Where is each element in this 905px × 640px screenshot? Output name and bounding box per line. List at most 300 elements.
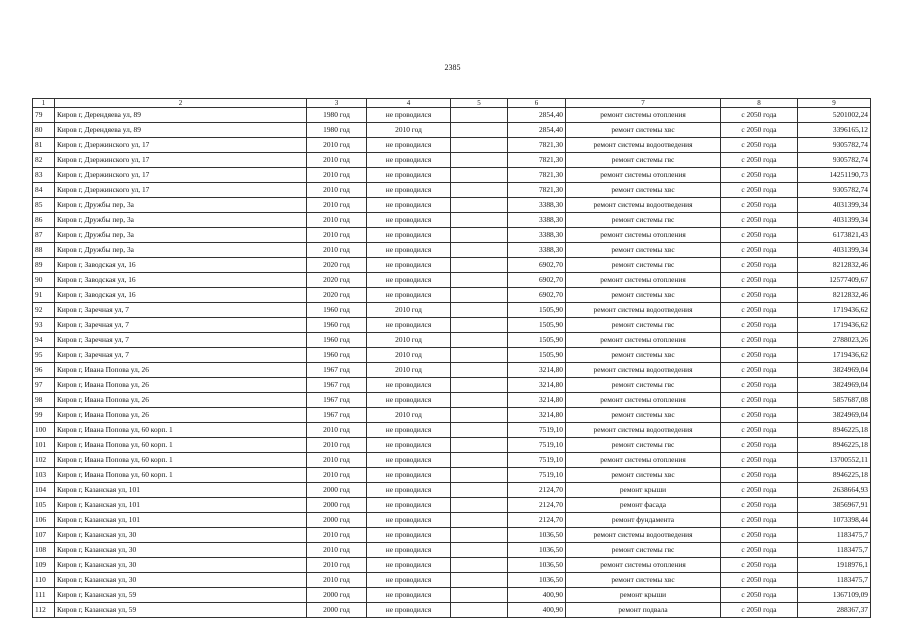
address-cell: Киров г, Дзержинского ул, 17 bbox=[55, 168, 307, 183]
commissioning-year-cell: 2010 год bbox=[307, 543, 367, 558]
area-cell: 1036,50 bbox=[508, 558, 566, 573]
row-number-cell: 105 bbox=[33, 498, 55, 513]
cost-cell: 4031399,34 bbox=[798, 198, 871, 213]
planned-period-cell: с 2050 года bbox=[721, 588, 798, 603]
table-row bbox=[33, 243, 871, 258]
last-repair-year-cell: не проводился bbox=[367, 228, 451, 243]
area-cell: 3214,80 bbox=[508, 378, 566, 393]
address-cell: Киров г, Казанская ул, 101 bbox=[55, 483, 307, 498]
last-repair-year-cell: не проводился bbox=[367, 378, 451, 393]
row-number-cell: 93 bbox=[33, 318, 55, 333]
area-cell: 2854,40 bbox=[508, 123, 566, 138]
work-type-cell: ремонт крыши bbox=[566, 588, 721, 603]
planned-period-cell: с 2050 года bbox=[721, 258, 798, 273]
row-number-cell: 96 bbox=[33, 363, 55, 378]
commissioning-year-cell: 2010 год bbox=[307, 243, 367, 258]
table-row bbox=[33, 108, 871, 123]
planned-period-cell: с 2050 года bbox=[721, 543, 798, 558]
table-row bbox=[33, 318, 871, 333]
last-repair-year-cell: не проводился bbox=[367, 168, 451, 183]
table-body bbox=[33, 99, 871, 618]
work-type-cell: ремонт системы отопления bbox=[566, 168, 721, 183]
planned-period-cell: с 2050 года bbox=[721, 183, 798, 198]
table-row bbox=[33, 348, 871, 363]
commissioning-year-cell: 1960 год bbox=[307, 318, 367, 333]
work-type-cell: ремонт системы хвс bbox=[566, 408, 721, 423]
planned-period-cell: с 2050 года bbox=[721, 468, 798, 483]
cost-cell: 1183475,7 bbox=[798, 573, 871, 588]
table-row bbox=[33, 258, 871, 273]
row-number-cell: 91 bbox=[33, 288, 55, 303]
cost-cell: 2638664,93 bbox=[798, 483, 871, 498]
work-type-cell: ремонт системы хвс bbox=[566, 243, 721, 258]
last-repair-year-cell: 2010 год bbox=[367, 408, 451, 423]
address-cell: Киров г, Казанская ул, 101 bbox=[55, 513, 307, 528]
work-type-cell: ремонт системы гвс bbox=[566, 318, 721, 333]
address-cell: Киров г, Заречная ул, 7 bbox=[55, 318, 307, 333]
table-row bbox=[33, 363, 871, 378]
work-type-cell: ремонт фасада bbox=[566, 498, 721, 513]
work-type-cell: ремонт системы гвс bbox=[566, 378, 721, 393]
commissioning-year-cell: 2010 год bbox=[307, 213, 367, 228]
planned-period-cell: с 2050 года bbox=[721, 498, 798, 513]
address-cell: Киров г, Дерендяева ул, 89 bbox=[55, 108, 307, 123]
empty-cell bbox=[451, 573, 508, 588]
cost-cell: 2788023,26 bbox=[798, 333, 871, 348]
commissioning-year-cell: 1967 год bbox=[307, 408, 367, 423]
cost-cell: 8946225,18 bbox=[798, 438, 871, 453]
row-number-cell: 108 bbox=[33, 543, 55, 558]
commissioning-year-cell: 2010 год bbox=[307, 468, 367, 483]
empty-cell bbox=[451, 288, 508, 303]
commissioning-year-cell: 2010 год bbox=[307, 138, 367, 153]
row-number-cell: 100 bbox=[33, 423, 55, 438]
empty-cell bbox=[451, 198, 508, 213]
work-type-cell: ремонт системы хвс bbox=[566, 183, 721, 198]
cost-cell: 288367,37 bbox=[798, 603, 871, 618]
row-number-cell: 106 bbox=[33, 513, 55, 528]
table-row bbox=[33, 528, 871, 543]
planned-period-cell: с 2050 года bbox=[721, 288, 798, 303]
row-number-cell: 90 bbox=[33, 273, 55, 288]
row-number-cell: 98 bbox=[33, 393, 55, 408]
empty-cell bbox=[451, 423, 508, 438]
row-number-cell: 83 bbox=[33, 168, 55, 183]
commissioning-year-cell: 2020 год bbox=[307, 273, 367, 288]
last-repair-year-cell: не проводился bbox=[367, 528, 451, 543]
cost-cell: 3824969,04 bbox=[798, 378, 871, 393]
commissioning-year-cell: 1967 год bbox=[307, 378, 367, 393]
last-repair-year-cell: не проводился bbox=[367, 153, 451, 168]
commissioning-year-cell: 2010 год bbox=[307, 573, 367, 588]
area-cell: 1505,90 bbox=[508, 318, 566, 333]
planned-period-cell: с 2050 года bbox=[721, 603, 798, 618]
last-repair-year-cell: не проводился bbox=[367, 273, 451, 288]
cost-cell: 3824969,04 bbox=[798, 408, 871, 423]
address-cell: Киров г, Казанская ул, 30 bbox=[55, 543, 307, 558]
last-repair-year-cell: не проводился bbox=[367, 453, 451, 468]
last-repair-year-cell: не проводился bbox=[367, 243, 451, 258]
work-type-cell: ремонт системы гвс bbox=[566, 213, 721, 228]
empty-cell bbox=[451, 228, 508, 243]
table-row bbox=[33, 273, 871, 288]
commissioning-year-cell: 1960 год bbox=[307, 303, 367, 318]
work-type-cell: ремонт системы водоотведения bbox=[566, 198, 721, 213]
work-type-cell: ремонт системы гвс bbox=[566, 258, 721, 273]
empty-cell bbox=[451, 348, 508, 363]
empty-cell bbox=[451, 273, 508, 288]
address-cell: Киров г, Дерендяева ул, 89 bbox=[55, 123, 307, 138]
planned-period-cell: с 2050 года bbox=[721, 408, 798, 423]
planned-period-cell: с 2050 года bbox=[721, 108, 798, 123]
row-number-cell: 81 bbox=[33, 138, 55, 153]
commissioning-year-cell: 2000 год bbox=[307, 498, 367, 513]
empty-cell bbox=[451, 438, 508, 453]
empty-cell bbox=[451, 528, 508, 543]
cost-cell: 9305782,74 bbox=[798, 138, 871, 153]
commissioning-year-cell: 2010 год bbox=[307, 423, 367, 438]
planned-period-cell: с 2050 года bbox=[721, 453, 798, 468]
address-cell: Киров г, Дружбы пер, 3а bbox=[55, 198, 307, 213]
empty-cell bbox=[451, 543, 508, 558]
area-cell: 7519,10 bbox=[508, 468, 566, 483]
commissioning-year-cell: 2010 год bbox=[307, 438, 367, 453]
empty-cell bbox=[451, 108, 508, 123]
address-cell: Киров г, Казанская ул, 30 bbox=[55, 528, 307, 543]
planned-period-cell: с 2050 года bbox=[721, 378, 798, 393]
address-cell: Киров г, Ивана Попова ул, 26 bbox=[55, 408, 307, 423]
column-number-row bbox=[33, 99, 871, 108]
last-repair-year-cell: не проводился bbox=[367, 138, 451, 153]
planned-period-cell: с 2050 года bbox=[721, 153, 798, 168]
work-type-cell: ремонт системы отопления bbox=[566, 453, 721, 468]
last-repair-year-cell: не проводился bbox=[367, 543, 451, 558]
planned-period-cell: с 2050 года bbox=[721, 513, 798, 528]
page-number: 2385 bbox=[444, 63, 461, 72]
address-cell: Киров г, Заречная ул, 7 bbox=[55, 333, 307, 348]
empty-cell bbox=[451, 483, 508, 498]
area-cell: 7821,30 bbox=[508, 138, 566, 153]
area-cell: 1505,90 bbox=[508, 303, 566, 318]
row-number-cell: 89 bbox=[33, 258, 55, 273]
address-cell: Киров г, Заводская ул, 16 bbox=[55, 273, 307, 288]
commissioning-year-cell: 2010 год bbox=[307, 153, 367, 168]
area-cell: 1505,90 bbox=[508, 348, 566, 363]
commissioning-year-cell: 1980 год bbox=[307, 108, 367, 123]
work-type-cell: ремонт системы гвс bbox=[566, 438, 721, 453]
address-cell: Киров г, Заводская ул, 16 bbox=[55, 258, 307, 273]
last-repair-year-cell: не проводился bbox=[367, 423, 451, 438]
commissioning-year-cell: 1967 год bbox=[307, 393, 367, 408]
cost-cell: 8946225,18 bbox=[798, 468, 871, 483]
commissioning-year-cell: 1960 год bbox=[307, 348, 367, 363]
row-number-cell: 82 bbox=[33, 153, 55, 168]
cost-cell: 1367109,09 bbox=[798, 588, 871, 603]
header-cell: 8 bbox=[721, 99, 798, 108]
cost-cell: 4031399,34 bbox=[798, 243, 871, 258]
last-repair-year-cell: 2010 год bbox=[367, 348, 451, 363]
last-repair-year-cell: 2010 год bbox=[367, 333, 451, 348]
last-repair-year-cell: не проводился bbox=[367, 258, 451, 273]
commissioning-year-cell: 2020 год bbox=[307, 258, 367, 273]
planned-period-cell: с 2050 года bbox=[721, 168, 798, 183]
cost-cell: 6173821,43 bbox=[798, 228, 871, 243]
last-repair-year-cell: не проводился bbox=[367, 318, 451, 333]
empty-cell bbox=[451, 408, 508, 423]
area-cell: 6902,70 bbox=[508, 288, 566, 303]
row-number-cell: 102 bbox=[33, 453, 55, 468]
commissioning-year-cell: 2010 год bbox=[307, 558, 367, 573]
row-number-cell: 111 bbox=[33, 588, 55, 603]
address-cell: Киров г, Дружбы пер, 3а bbox=[55, 228, 307, 243]
table-row bbox=[33, 123, 871, 138]
address-cell: Киров г, Казанская ул, 101 bbox=[55, 498, 307, 513]
work-type-cell: ремонт подвала bbox=[566, 603, 721, 618]
work-type-cell: ремонт системы отопления bbox=[566, 273, 721, 288]
work-type-cell: ремонт системы водоотведения bbox=[566, 303, 721, 318]
header-cell: 4 bbox=[367, 99, 451, 108]
row-number-cell: 97 bbox=[33, 378, 55, 393]
cost-cell: 1918976,1 bbox=[798, 558, 871, 573]
row-number-cell: 86 bbox=[33, 213, 55, 228]
address-cell: Киров г, Казанская ул, 59 bbox=[55, 603, 307, 618]
cost-cell: 1183475,7 bbox=[798, 543, 871, 558]
last-repair-year-cell: не проводился bbox=[367, 468, 451, 483]
cost-cell: 14251190,73 bbox=[798, 168, 871, 183]
work-type-cell: ремонт системы водоотведения bbox=[566, 363, 721, 378]
empty-cell bbox=[451, 138, 508, 153]
cost-cell: 8946225,18 bbox=[798, 423, 871, 438]
area-cell: 1036,50 bbox=[508, 543, 566, 558]
planned-period-cell: с 2050 года bbox=[721, 558, 798, 573]
row-number-cell: 95 bbox=[33, 348, 55, 363]
area-cell: 7821,30 bbox=[508, 153, 566, 168]
empty-cell bbox=[451, 603, 508, 618]
planned-period-cell: с 2050 года bbox=[721, 123, 798, 138]
table-row bbox=[33, 303, 871, 318]
address-cell: Киров г, Дзержинского ул, 17 bbox=[55, 138, 307, 153]
address-cell: Киров г, Ивана Попова ул, 26 bbox=[55, 393, 307, 408]
work-type-cell: ремонт системы хвс bbox=[566, 123, 721, 138]
area-cell: 1036,50 bbox=[508, 528, 566, 543]
commissioning-year-cell: 2010 год bbox=[307, 528, 367, 543]
empty-cell bbox=[451, 513, 508, 528]
last-repair-year-cell: 2010 год bbox=[367, 303, 451, 318]
last-repair-year-cell: не проводился bbox=[367, 108, 451, 123]
last-repair-year-cell: не проводился bbox=[367, 498, 451, 513]
table-row bbox=[33, 183, 871, 198]
work-type-cell: ремонт системы отопления bbox=[566, 228, 721, 243]
table-row bbox=[33, 468, 871, 483]
empty-cell bbox=[451, 378, 508, 393]
commissioning-year-cell: 2010 год bbox=[307, 228, 367, 243]
empty-cell bbox=[451, 168, 508, 183]
table-row bbox=[33, 438, 871, 453]
table-row bbox=[33, 558, 871, 573]
table-row bbox=[33, 588, 871, 603]
empty-cell bbox=[451, 303, 508, 318]
row-number-cell: 104 bbox=[33, 483, 55, 498]
capital-repair-table bbox=[32, 98, 871, 618]
cost-cell: 8212832,46 bbox=[798, 258, 871, 273]
area-cell: 7519,10 bbox=[508, 423, 566, 438]
row-number-cell: 79 bbox=[33, 108, 55, 123]
area-cell: 2854,40 bbox=[508, 108, 566, 123]
planned-period-cell: с 2050 года bbox=[721, 573, 798, 588]
commissioning-year-cell: 2000 год bbox=[307, 603, 367, 618]
row-number-cell: 87 bbox=[33, 228, 55, 243]
empty-cell bbox=[451, 468, 508, 483]
work-type-cell: ремонт системы гвс bbox=[566, 543, 721, 558]
last-repair-year-cell: не проводился bbox=[367, 573, 451, 588]
address-cell: Киров г, Дзержинского ул, 17 bbox=[55, 153, 307, 168]
work-type-cell: ремонт системы гвс bbox=[566, 153, 721, 168]
area-cell: 3214,80 bbox=[508, 363, 566, 378]
row-number-cell: 92 bbox=[33, 303, 55, 318]
work-type-cell: ремонт системы отопления bbox=[566, 558, 721, 573]
cost-cell: 1719436,62 bbox=[798, 303, 871, 318]
empty-cell bbox=[451, 153, 508, 168]
area-cell: 7821,30 bbox=[508, 183, 566, 198]
work-type-cell: ремонт системы отопления bbox=[566, 108, 721, 123]
last-repair-year-cell: не проводился bbox=[367, 558, 451, 573]
planned-period-cell: с 2050 года bbox=[721, 528, 798, 543]
row-number-cell: 84 bbox=[33, 183, 55, 198]
commissioning-year-cell: 2010 год bbox=[307, 183, 367, 198]
area-cell: 6902,70 bbox=[508, 258, 566, 273]
row-number-cell: 88 bbox=[33, 243, 55, 258]
header-cell: 5 bbox=[451, 99, 508, 108]
address-cell: Киров г, Заводская ул, 16 bbox=[55, 288, 307, 303]
address-cell: Киров г, Дзержинского ул, 17 bbox=[55, 183, 307, 198]
commissioning-year-cell: 2010 год bbox=[307, 198, 367, 213]
table-row bbox=[33, 498, 871, 513]
commissioning-year-cell: 1960 год bbox=[307, 333, 367, 348]
commissioning-year-cell: 2010 год bbox=[307, 168, 367, 183]
table-row bbox=[33, 603, 871, 618]
last-repair-year-cell: не проводился bbox=[367, 513, 451, 528]
area-cell: 3214,80 bbox=[508, 393, 566, 408]
work-type-cell: ремонт системы отопления bbox=[566, 393, 721, 408]
last-repair-year-cell: 2010 год bbox=[367, 123, 451, 138]
row-number-cell: 101 bbox=[33, 438, 55, 453]
last-repair-year-cell: не проводился bbox=[367, 288, 451, 303]
header-cell: 3 bbox=[307, 99, 367, 108]
area-cell: 400,90 bbox=[508, 603, 566, 618]
area-cell: 7821,30 bbox=[508, 168, 566, 183]
commissioning-year-cell: 2010 год bbox=[307, 453, 367, 468]
row-number-cell: 80 bbox=[33, 123, 55, 138]
cost-cell: 5201002,24 bbox=[798, 108, 871, 123]
cost-cell: 9305782,74 bbox=[798, 153, 871, 168]
address-cell: Киров г, Ивана Попова ул, 60 корп. 1 bbox=[55, 423, 307, 438]
cost-cell: 4031399,34 bbox=[798, 213, 871, 228]
address-cell: Киров г, Казанская ул, 59 bbox=[55, 588, 307, 603]
table-row bbox=[33, 153, 871, 168]
area-cell: 6902,70 bbox=[508, 273, 566, 288]
address-cell: Киров г, Ивана Попова ул, 60 корп. 1 bbox=[55, 468, 307, 483]
cost-cell: 1719436,62 bbox=[798, 348, 871, 363]
address-cell: Киров г, Ивана Попова ул, 26 bbox=[55, 363, 307, 378]
row-number-cell: 85 bbox=[33, 198, 55, 213]
address-cell: Киров г, Ивана Попова ул, 60 корп. 1 bbox=[55, 438, 307, 453]
table-row bbox=[33, 573, 871, 588]
empty-cell bbox=[451, 588, 508, 603]
last-repair-year-cell: не проводился bbox=[367, 483, 451, 498]
commissioning-year-cell: 2000 год bbox=[307, 483, 367, 498]
commissioning-year-cell: 2020 год bbox=[307, 288, 367, 303]
row-number-cell: 110 bbox=[33, 573, 55, 588]
table-row bbox=[33, 213, 871, 228]
commissioning-year-cell: 1980 год bbox=[307, 123, 367, 138]
address-cell: Киров г, Заречная ул, 7 bbox=[55, 303, 307, 318]
table-row bbox=[33, 408, 871, 423]
last-repair-year-cell: не проводился bbox=[367, 213, 451, 228]
header-cell: 1 bbox=[33, 99, 55, 108]
empty-cell bbox=[451, 363, 508, 378]
planned-period-cell: с 2050 года bbox=[721, 483, 798, 498]
commissioning-year-cell: 1967 год bbox=[307, 363, 367, 378]
header-cell: 7 bbox=[566, 99, 721, 108]
planned-period-cell: с 2050 года bbox=[721, 318, 798, 333]
planned-period-cell: с 2050 года bbox=[721, 228, 798, 243]
last-repair-year-cell: не проводился bbox=[367, 393, 451, 408]
last-repair-year-cell: 2010 год bbox=[367, 363, 451, 378]
empty-cell bbox=[451, 453, 508, 468]
address-cell: Киров г, Заречная ул, 7 bbox=[55, 348, 307, 363]
work-type-cell: ремонт системы водоотведения bbox=[566, 528, 721, 543]
empty-cell bbox=[451, 123, 508, 138]
row-number-cell: 109 bbox=[33, 558, 55, 573]
planned-period-cell: с 2050 года bbox=[721, 423, 798, 438]
table-row bbox=[33, 483, 871, 498]
empty-cell bbox=[451, 558, 508, 573]
cost-cell: 1719436,62 bbox=[798, 318, 871, 333]
area-cell: 3214,80 bbox=[508, 408, 566, 423]
header-cell: 9 bbox=[798, 99, 871, 108]
planned-period-cell: с 2050 года bbox=[721, 393, 798, 408]
cost-cell: 3856967,91 bbox=[798, 498, 871, 513]
cost-cell: 5857687,08 bbox=[798, 393, 871, 408]
table-row bbox=[33, 378, 871, 393]
planned-period-cell: с 2050 года bbox=[721, 213, 798, 228]
area-cell: 3388,30 bbox=[508, 198, 566, 213]
planned-period-cell: с 2050 года bbox=[721, 243, 798, 258]
header-cell: 2 bbox=[55, 99, 307, 108]
work-type-cell: ремонт системы отопления bbox=[566, 333, 721, 348]
address-cell: Киров г, Ивана Попова ул, 60 корп. 1 bbox=[55, 453, 307, 468]
empty-cell bbox=[451, 393, 508, 408]
work-type-cell: ремонт системы хвс bbox=[566, 573, 721, 588]
planned-period-cell: с 2050 года bbox=[721, 138, 798, 153]
empty-cell bbox=[451, 183, 508, 198]
area-cell: 1505,90 bbox=[508, 333, 566, 348]
empty-cell bbox=[451, 318, 508, 333]
table-row bbox=[33, 543, 871, 558]
table-row bbox=[33, 228, 871, 243]
work-type-cell: ремонт системы хвс bbox=[566, 288, 721, 303]
cost-cell: 8212832,46 bbox=[798, 288, 871, 303]
work-type-cell: ремонт системы водоотведения bbox=[566, 423, 721, 438]
planned-period-cell: с 2050 года bbox=[721, 273, 798, 288]
table-row bbox=[33, 453, 871, 468]
table-row bbox=[33, 513, 871, 528]
table-row bbox=[33, 423, 871, 438]
empty-cell bbox=[451, 258, 508, 273]
table-row bbox=[33, 288, 871, 303]
table-row bbox=[33, 138, 871, 153]
planned-period-cell: с 2050 года bbox=[721, 198, 798, 213]
